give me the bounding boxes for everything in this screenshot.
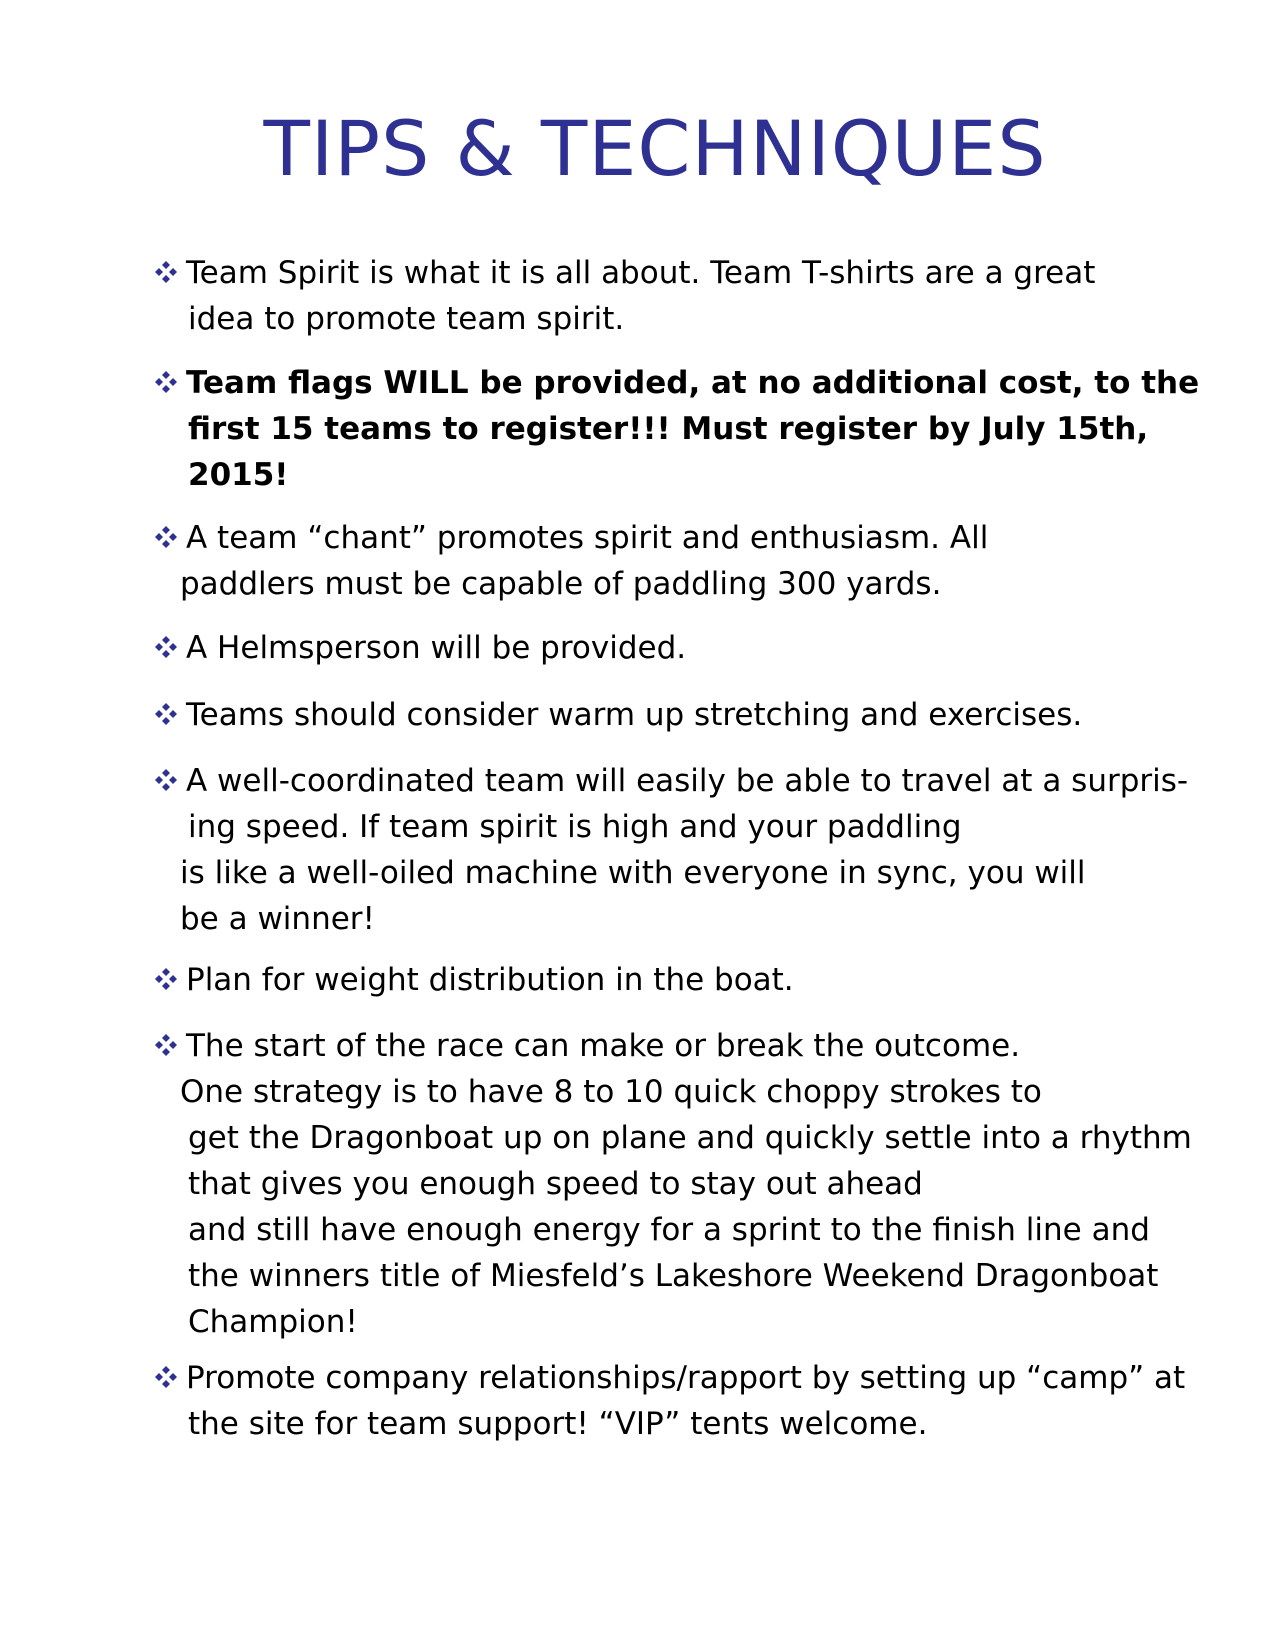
tip-text-line: idea to promote team spirit. bbox=[188, 301, 625, 337]
tip-text-line: A team “chant” promotes spirit and enthusiasm. All bbox=[186, 520, 989, 556]
page-title: TIPS & TECHNIQUES bbox=[263, 104, 1047, 193]
tip-text-line: Promote company relationships/rapport by setting up “camp” at bbox=[186, 1360, 1186, 1396]
tip-item bbox=[152, 515, 1212, 607]
four-diamond-bullet-icon bbox=[152, 1365, 182, 1389]
tip-text-line: 2015! bbox=[188, 457, 289, 493]
tip-text-line: be a winner! bbox=[180, 901, 375, 937]
four-diamond-bullet-icon bbox=[152, 967, 182, 991]
tip-text-line: Plan for weight distribution in the boat. bbox=[186, 962, 794, 998]
tip-text-line: first 15 teams to register!!! Must register by July 15th, bbox=[188, 411, 1149, 447]
tip-text-line: paddlers must be capable of paddling 300 yards. bbox=[180, 566, 942, 602]
tip-text-line: Team Spirit is what it is all about. Team T-shirts are a great bbox=[186, 255, 1096, 291]
tip-item bbox=[152, 250, 1212, 342]
tip-item bbox=[152, 1023, 1212, 1345]
tip-text-line: A Helmsperson will be provided. bbox=[186, 630, 687, 666]
four-diamond-bullet-icon bbox=[152, 370, 182, 394]
tip-item bbox=[152, 1355, 1212, 1447]
tip-item bbox=[152, 758, 1212, 942]
four-diamond-bullet-icon bbox=[152, 702, 182, 726]
tip-text-line: is like a well-oiled machine with everyone in sync, you will bbox=[180, 855, 1086, 891]
tip-item bbox=[152, 957, 1212, 1003]
four-diamond-bullet-icon bbox=[152, 260, 182, 284]
tip-text-line: Champion! bbox=[188, 1304, 358, 1340]
tip-text-line: the winners title of Miesfeld’s Lakeshore Weekend Dragonboat bbox=[188, 1258, 1159, 1294]
tip-text-line: get the Dragonboat up on plane and quickly settle into a rhythm bbox=[188, 1120, 1192, 1156]
tip-text-line: Team flags WILL be provided, at no additional cost, to the bbox=[186, 365, 1200, 401]
tip-text-line: ing speed. If team spirit is high and your paddling bbox=[188, 809, 962, 845]
tip-text-line: A well-coordinated team will easily be able to travel at a surpris- bbox=[186, 763, 1189, 799]
tip-text-line: that gives you enough speed to stay out ahead bbox=[188, 1166, 923, 1202]
four-diamond-bullet-icon bbox=[152, 635, 182, 659]
tip-text-line: One strategy is to have 8 to 10 quick choppy strokes to bbox=[180, 1074, 1042, 1110]
tip-text-line: the site for team support! “VIP” tents welcome. bbox=[188, 1406, 928, 1442]
tip-item bbox=[152, 625, 1212, 671]
four-diamond-bullet-icon bbox=[152, 768, 182, 792]
four-diamond-bullet-icon bbox=[152, 1033, 182, 1057]
tip-item bbox=[152, 692, 1212, 738]
tip-text-line: The start of the race can make or break the outcome. bbox=[186, 1028, 1021, 1064]
tip-text-line: and still have enough energy for a sprint to the finish line and bbox=[188, 1212, 1150, 1248]
tip-item bbox=[152, 360, 1212, 498]
four-diamond-bullet-icon bbox=[152, 525, 182, 549]
tip-text-line: Teams should consider warm up stretching and exercises. bbox=[186, 697, 1083, 733]
